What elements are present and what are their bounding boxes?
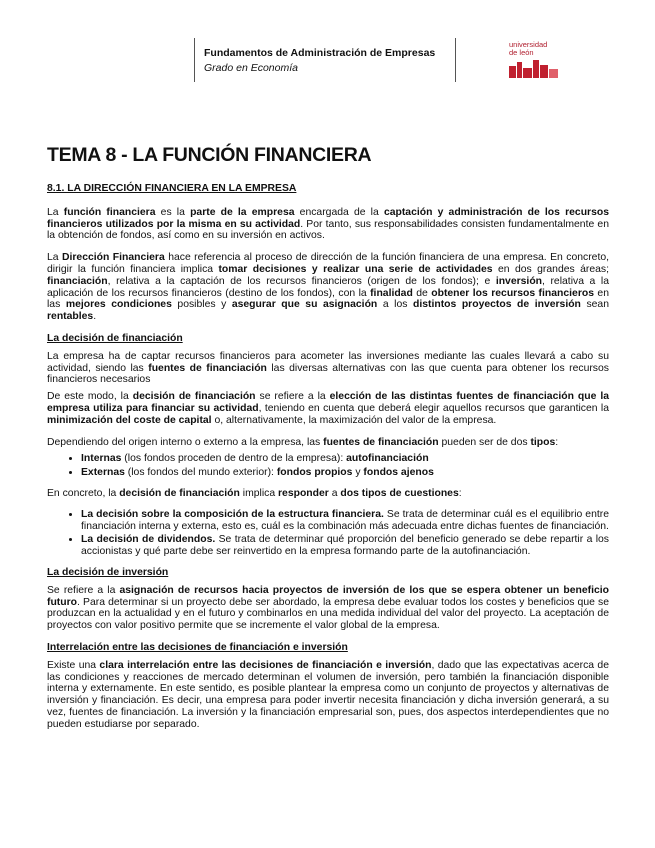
list-item: • Externas (los fondos del mundo exterior): fondos propios y fondos ajenos <box>81 467 609 479</box>
list-item: • Internas (los fondos proceden de dentro de la empresa): autofinanciación <box>81 453 609 465</box>
logo-text-line1: universidad <box>509 40 548 49</box>
page-title: TEMA 8 - LA FUNCIÓN FINANCIERA <box>47 144 372 166</box>
degree-name: Grado en Economía <box>204 62 298 74</box>
subheading-inversion: La decisión de inversión <box>47 566 169 578</box>
section-heading: 8.1. LA DIRECCIÓN FINANCIERA EN LA EMPRESA <box>47 183 297 194</box>
university-logo <box>509 41 565 79</box>
subheading-financiacion: La decisión de financiación <box>47 332 183 344</box>
logo-blocks-icon <box>509 60 565 78</box>
list-item: • La decisión de dividendos. Se trata de determinar qué proporción del beneficio generado se debe repartir a los accionistas y qué parte debe ser reinvertido en la empresa formando parte de la autofinanciación. <box>81 534 609 558</box>
paragraph-captar-recursos: La empresa ha de captar recursos financieros para acometer las inversiones mediante las cuales llevará a cabo su actividad, siendo las fuentes de financiación las diversas alternativas con las que cuenta para obtener los recursos financieros necesarios <box>47 350 609 386</box>
course-title: Fundamentos de Administración de Empresas <box>204 47 436 59</box>
paragraph-funcion-financiera: La función financiera es la parte de la empresa encargada de la captación y administración de los recursos financieros utilizados por la misma en su actividad. Por tanto, sus responsabilidades consisten fundamentalmente en la obtención de fondos, así como en su inversión en activos. <box>47 206 609 242</box>
logo-text-line2: de león <box>509 48 534 57</box>
paragraph-decision-inversion: Se refiere a la asignación de recursos hacia proyectos de inversión de los que se espera obtener un beneficio futuro. Para determinar si un proyecto debe ser abordado, la empresa debe evaluar todos los costes y beneficios que se produzcan en la actualidad y en el futuro y combinarlos en una medida individual del valor del proyecto. La aceptación de proyectos con valor positivo permite que se incremente el valor global de la empresa. <box>47 584 609 632</box>
document-header <box>194 38 456 82</box>
document-body <box>47 183 609 740</box>
paragraph-direccion-financiera: La Dirección Financiera hace referencia al proceso de dirección de la función financiera de una empresa. En concreto, dirigir la función financiera implica tomar decisiones y realizar una serie de actividades en dos grandes áreas; financiación, relativa a la captación de los recursos financieros (origen de los fondos); e inversión, relativa a la aplicación de los recursos financieros (destino de los fondos), con la finalidad de obtener los recursos financieros en las mejores condiciones posibles y asegurar que su asignación a los distintos proyectos de inversión sean rentables. <box>47 252 610 323</box>
list-item: • La decisión sobre la composición de la estructura financiera. Se trata de determinar cuál es el equilibrio entre financiación interna y externa, esto es, cuál es la combinación más adecuada entre dichas fuentes de financiación. <box>81 509 609 533</box>
subheading-interrelacion: Interrelación entre las decisiones de financiación e inversión <box>47 641 348 653</box>
paragraph-tipos-fuentes: Dependiendo del origen interno o externo a la empresa, las fuentes de financiación pueden ser de dos tipos: <box>47 436 559 448</box>
list-cuestiones <box>47 509 609 558</box>
list-tipos-fuentes <box>47 453 609 479</box>
paragraph-tipos-cuestiones: En concreto, la decisión de financiación implica responder a dos tipos de cuestiones: <box>47 487 462 499</box>
paragraph-interrelacion: Existe una clara interrelación entre las decisiones de financiación e inversión, dado que las expectativas acerca de las condiciones y reacciones de mercado determinan el volumen de inversión, pero también la financiación disponible interna y externamente. En este sentido, es posible plantear la empresa como un conjunto de proyectos y alternativas de inversión y financiación. Es decir, una empresa para poder invertir necesita financiación y dicha inversión generará, a su vez, fuentes de financiación. La inversión y la financiación empresarial son, pues, dos aspectos interdependientes que no pueden estudiarse por separado. <box>47 659 609 730</box>
paragraph-decision-financiacion: De este modo, la decisión de financiación se refiere a la elección de las distintas fuentes de financiación que la empresa utiliza para financiar su actividad, teniendo en cuenta que deberá elegir aquellos recursos que garanticen la minimización del coste de capital o, alternativamente, la maximización del valor de la empresa. <box>47 391 609 426</box>
